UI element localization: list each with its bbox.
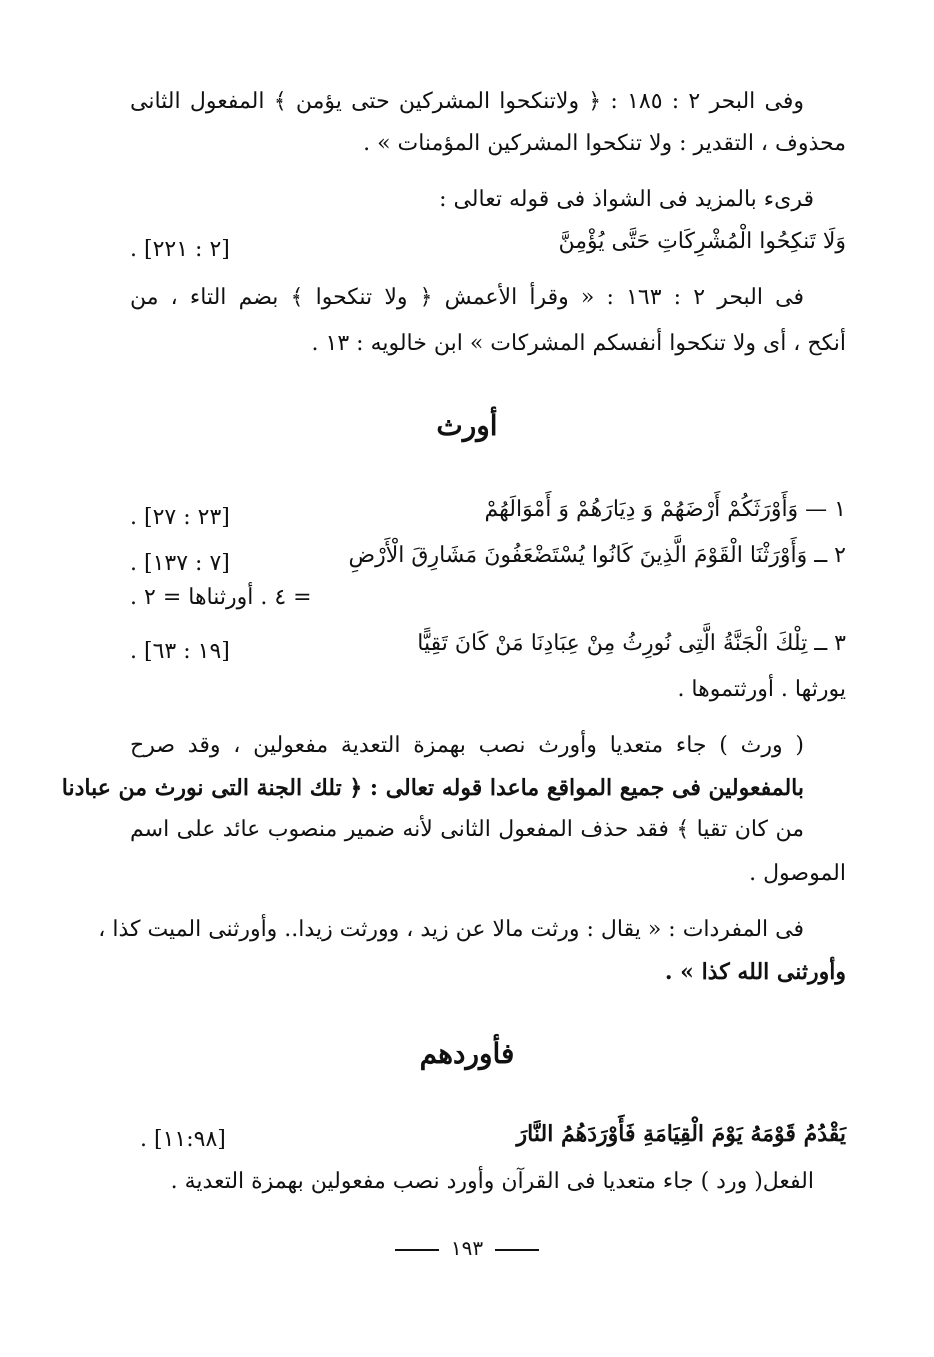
paragraph-line-3: من كان تقيا ﴾ فقد حذف المفعول الثانى لأنه ضمير منصوب عائد على اسم — [130, 817, 804, 842]
verse-2-note: = ٤ . أورثناها = ٢ . — [130, 585, 312, 610]
paragraph-line-2: بالمفعولين فى جميع المواقع ماعدا قوله تعالى : ﴿ تلك الجنة التى نورث من عبادنا — [61, 775, 804, 801]
mufradat-line-2: وأورثنى الله كذا » . — [664, 959, 846, 985]
verse-1-ref: . [٢٣ : ٢٧] — [130, 505, 230, 530]
intro-verse-ref: . [٢ : ٢٢١] — [130, 237, 230, 262]
intro-line-2: محذوف ، التقدير : ولا تنكحوا المشركين المؤمنات » . — [363, 131, 846, 156]
intro-line-5: أنكح ، أى ولا تنكحوا أنفسكم المشركات » ابن خالويه : ١٣ . — [311, 331, 846, 356]
page-number-text: ١٩٣ — [450, 1236, 484, 1260]
verse-4-ref: . [١١:٩٨] — [140, 1127, 226, 1152]
verse-3-ref: . [١٩ : ٦٣] — [130, 639, 230, 664]
paragraph-line-1: ( ورث ) جاء متعديا وأورث نصب بهمزة التعدية مفعولين ، وقد صرح — [130, 733, 804, 758]
section-heading-awratha: أورث — [436, 409, 498, 442]
footer-dash-right — [495, 1249, 539, 1251]
verse-2: ٢ ــ وَأَوْرَثْنَا الْقَوْمَ الَّذِينَ كَانُوا يُسْتَضْعَفُونَ مَشَارِقَ الْأَرْضِ — [348, 543, 846, 568]
page-number — [0, 1236, 934, 1260]
paragraph-line-4: الموصول . — [749, 861, 846, 886]
intro-verse: وَلَا تَنكِحُوا الْمُشْرِكَاتِ حَتَّى يُؤْمِنَّ — [558, 229, 846, 254]
footer-dash-left — [395, 1249, 439, 1251]
verse-1: ١ — وَأَوْرَثَكُمْ أَرْضَهُمْ وَ دِيَارَهُمْ وَ أَمْوَالَهُمْ — [484, 497, 846, 522]
verse-3-note: يورثها . أورثتموها . — [677, 677, 846, 702]
intro-line-3: قرىء بالمزيد فى الشواذ فى قوله تعالى : — [439, 187, 814, 212]
verse-3: ٣ ــ تِلْكَ الْجَنَّةُ الَّتِى نُورِثُ مِنْ عِبَادِنَا مَنْ كَانَ تَقِيًّا — [417, 631, 846, 656]
fawaradahum-note: الفعل( ورد ) جاء متعديا فى القرآن وأورد نصب مفعولين بهمزة التعدية . — [170, 1169, 814, 1194]
verse-4: يَقْدُمُ قَوْمَهُ يَوْمَ الْقِيَامَةِ فَأَوْرَدَهُمُ النَّارَ — [516, 1121, 846, 1147]
verse-2-ref: . [٧ : ١٣٧] — [130, 551, 230, 576]
mufradat-line-1: فى المفردات : « يقال : ورثت مالا عن زيد ، وورثت زيدا.. وأورثنى الميت كذا ، — [98, 917, 804, 942]
section-heading-fawaradahum: فأوردهم — [419, 1037, 515, 1070]
intro-line-4: فى البحر ٢ : ١٦٣ : « وقرأ الأعمش ﴿ ولا تنكحوا ﴾ بضم التاء ، من — [130, 285, 804, 310]
intro-line-1: وفى البحر ٢ : ١٨٥ : ﴿ ولاتنكحوا المشركين حتى يؤمن ﴾ المفعول الثانى — [130, 89, 804, 114]
